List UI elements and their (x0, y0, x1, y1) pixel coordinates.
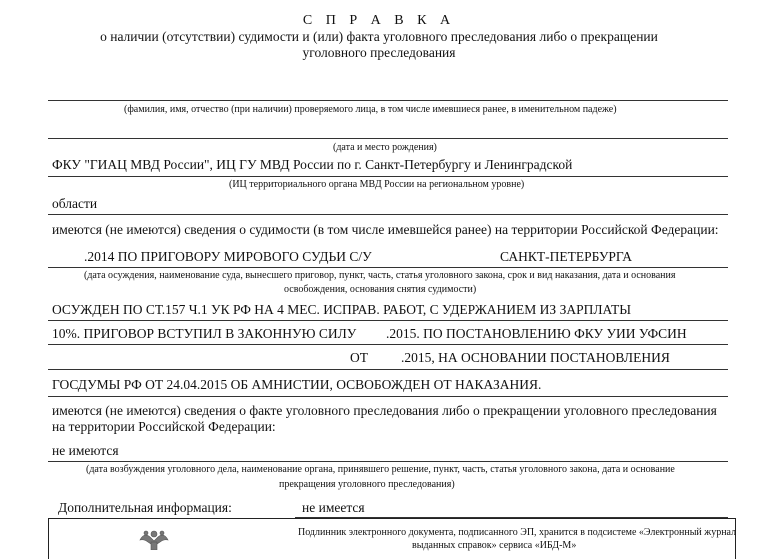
prosecution-caption-line2: прекращения уголовного преследования) (279, 479, 455, 490)
fio-line (48, 100, 728, 101)
additional-info-label: Дополнительная информация: (58, 500, 232, 515)
conviction-line-3 (48, 344, 728, 345)
conviction-line-1 (48, 267, 728, 268)
prosecution-caption-line1: (дата возбуждения уголовного дела, наименование органа, принявшего решение, пункт, часть, статья уголовного закона, дата и основание (86, 464, 675, 475)
prosecution-intro-line1: имеются (не имеются) сведения о факте уголовного преследования либо о прекращении уголовного преследования (52, 403, 717, 418)
prosecution-value: не имеются (52, 443, 119, 458)
conviction-text-line3b: .2015, НА ОСНОВАНИИ ПОСТАНОВЛЕНИЯ (401, 350, 670, 365)
conviction-line-5 (48, 396, 728, 397)
conviction-text-line2a: 10%. ПРИГОВОР ВСТУПИЛ В ЗАКОННУЮ СИЛУ (52, 326, 357, 341)
conviction-text-line2b: .2015. ПО ПОСТАНОВЛЕНИЮ ФКУ УИИ УФСИН (386, 326, 687, 341)
prosecution-intro-line2: на территории Российской Федерации: (52, 419, 276, 434)
conviction-line-4 (48, 369, 728, 370)
prosecution-line (48, 461, 728, 462)
conviction-court-city: САНКТ-ПЕТЕРБУРГА (500, 249, 633, 264)
birth-caption: (дата и место рождения) (333, 142, 437, 153)
conviction-text-line1: ОСУЖДЕН ПО СТ.157 Ч.1 УК РФ НА 4 МЕС. ИСПРАВ. РАБОТ, С УДЕРЖАНИЕМ ИЗ ЗАРПЛАТЫ (52, 302, 632, 317)
coat-of-arms-icon (130, 528, 178, 550)
organ-line2-rule (48, 214, 728, 215)
organ-line (48, 176, 728, 177)
footer-note-line1: Подлинник электронного документа, подписанного ЭП, хранится в подсистеме «Электронный журнал (298, 527, 737, 538)
organ-name-line2: области (52, 196, 98, 211)
conviction-court-date: .2014 ПО ПРИГОВОРУ МИРОВОГО СУДЬИ С/У (84, 249, 372, 264)
document-title: С П Р А В К А (302, 13, 456, 28)
conviction-line-2 (48, 320, 728, 321)
conviction-intro: имеются (не имеются) сведения о судимости (в том числе имевшейся ранее) на территории Российской Федерации: (52, 222, 719, 237)
conviction-text-line4: ГОСДУМЫ РФ ОТ 24.04.2015 ОБ АМНИСТИИ, ОСВОБОЖДЕН ОТ НАКАЗАНИЯ. (52, 377, 542, 392)
conviction-caption-line1: (дата осуждения, наименование суда, вынесшего приговор, пункт, часть, статья уголовного закона, срок и вид наказания, дата и основания (84, 270, 676, 281)
organ-name-line1: ФКУ "ГИАЦ МВД России", ИЦ ГУ МВД России по г. Санкт-Петербургу и Ленинградской (52, 157, 573, 172)
birth-line (48, 138, 728, 139)
organ-caption: (ИЦ территориального органа МВД России на региональном уровне) (229, 179, 525, 190)
footer-note-line2: выданных справок» сервиса «ИБД-М» (412, 540, 577, 551)
document-subtitle-line1: о наличии (отсутствии) судимости и (или) факта уголовного преследования либо о прекращении (100, 29, 658, 44)
conviction-text-line3a: ОТ (350, 350, 368, 365)
additional-info-value: не имеется (302, 500, 365, 515)
fio-caption: (фамилия, имя, отчество (при наличии) проверяемого лица, в том числе имевшиеся ранее, в именительном падеже) (124, 104, 617, 115)
document-subtitle-line2: уголовного преследования (302, 45, 456, 60)
conviction-caption-line2: освобождения, основания снятия судимости) (284, 284, 477, 295)
